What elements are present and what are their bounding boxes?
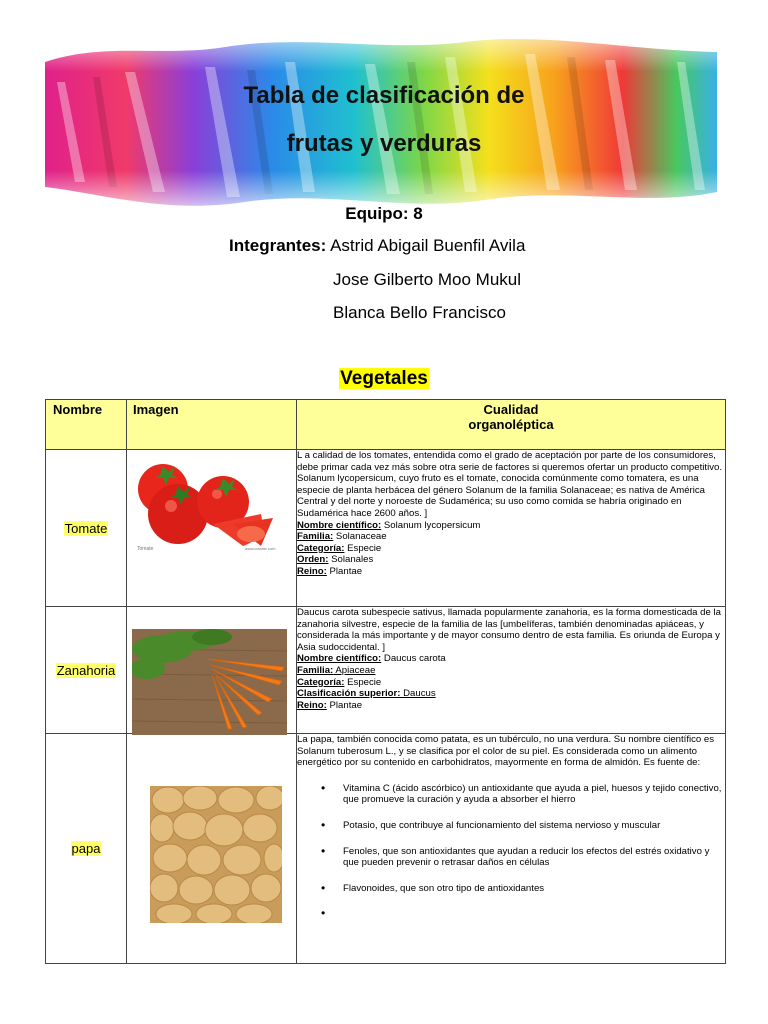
row-description [297, 734, 726, 964]
paint-splash-image [45, 22, 717, 220]
team-number: Equipo: 8 [345, 204, 423, 223]
row-name-cell [46, 734, 127, 964]
row-name-cell [46, 450, 127, 607]
table-row [46, 734, 726, 964]
field-value-link[interactable]: Apiaceae [333, 664, 376, 676]
table-row [46, 450, 726, 607]
page-title-line-1: Tabla de clasificación de [243, 82, 525, 109]
row-image-cell [127, 450, 297, 607]
header-banner [45, 22, 717, 220]
member-name: Blanca Bello Francisco [333, 303, 506, 322]
field-value-link[interactable]: Daucus [400, 688, 436, 700]
header-imagen: Imagen [127, 400, 297, 450]
row-image-cell [127, 607, 297, 734]
field-value: Solanales [328, 554, 374, 566]
list-item [343, 908, 725, 920]
description-paragraph: La papa, también conocida como patata, es un tubérculo, no una verdura. Su nombre científico es Solanum tuberosum L., y se clasifica por el color de su piel. Es considerada como un alimento energético por su contenido en carbohidratos, mayormente en forma de almidón. Es fuente de: [297, 734, 715, 769]
field-label: Familia: [297, 531, 334, 543]
row-description [297, 450, 726, 607]
page-title-line-2: frutas y verduras [286, 130, 482, 157]
field-value: Plantae [326, 565, 363, 577]
field-label: Nombre científico: [297, 653, 382, 665]
field-value: Especie [344, 542, 382, 554]
row-description [297, 607, 726, 734]
list-item: • Flavonoides, que son otro tipo de antioxidantes [343, 883, 725, 895]
carrot-image [132, 629, 287, 735]
list-item: • Potasio, que contribuye al funcionamiento del sistema nervioso y muscular [343, 820, 725, 832]
field-line [297, 554, 725, 566]
table-row [46, 607, 726, 734]
field-label: Nombre científico: [297, 519, 382, 531]
image-caption-left: Tomate [137, 546, 154, 552]
field-line [297, 688, 725, 700]
section-title-text: Vegetales [340, 368, 428, 389]
member-name: Astrid Abigail Buenfil Avila [330, 236, 526, 255]
field-line [297, 543, 725, 555]
tomato-image [133, 454, 288, 554]
row-image-cell [127, 734, 297, 964]
field-label: Clasificación superior: [297, 688, 401, 700]
classification-table [45, 399, 726, 964]
field-line [297, 520, 725, 532]
list-item: • Fenoles, que son antioxidantes que ayudan a reducir los efectos del estrés oxidativo y que pueden prevenir o retrasar daños en células [343, 846, 725, 869]
field-value: Especie [344, 676, 382, 688]
row-name-cell [46, 607, 127, 734]
field-label: Categoría: [297, 676, 345, 688]
row-name: Zanahoria [56, 662, 116, 678]
field-line [297, 566, 725, 578]
row-name: papa [71, 841, 101, 856]
potato-image [150, 786, 282, 923]
header-cualidad-line2: organoléptica [468, 417, 554, 432]
description-paragraph: Daucus carota subespecie sativus, llamada popularmente zanahoria, es la forma domesticada de la zanahoria silvestre, especie de la familia de las [umbelíferas, también denominadas apiáceas, y considerada la más importante y de mayor consumo dentro de esta familia. Es oriunda de Europa y Asia sudoccidental. ] [297, 607, 721, 653]
description-paragraph: L a calidad de los tomates, entendida como el grado de aceptación por parte de los consumidores, debe primar cada vez más sobre otra serie de factores si queremos ofertar un producto competitivo. [297, 450, 722, 473]
members-line [229, 236, 525, 256]
table-header-row [46, 400, 726, 450]
field-value: Solanum lycopersicum [381, 519, 481, 531]
image-caption-right: www.tomate.com [245, 546, 276, 551]
section-title [0, 368, 768, 390]
field-line [297, 665, 725, 677]
field-label: Reino: [297, 699, 327, 711]
nutrient-list [297, 783, 725, 920]
row-name: Tomate [64, 520, 108, 536]
field-label: Reino: [297, 565, 327, 577]
field-line [297, 700, 725, 712]
field-value: Daucus carota [381, 653, 446, 665]
header-nombre: Nombre [46, 400, 127, 450]
field-line [297, 653, 725, 665]
description-paragraph: Solanum lycopersicum, cuyo fruto es el tomate, conocida comúnmente como tomatera, es una especie de planta herbácea del género Solanum de la familia Solanaceae; es nativa de América Central y del norte y noroeste de Sudamérica; su uso como comida se habría originado en Sudamérica hace 2600 años. ] [297, 473, 706, 519]
member-name: Jose Gilberto Moo Mukul [333, 270, 522, 289]
field-label: Familia: [297, 664, 334, 676]
header-cualidad [297, 400, 726, 450]
field-line [297, 531, 725, 543]
field-label: Orden: [297, 554, 329, 566]
list-item: • Vitamina C (ácido ascórbico) un antioxidante que ayuda a piel, huesos y tejido conectivo, que promueve la curación y ayuda a absorber el hierro [343, 783, 725, 806]
members-label: Integrantes: [229, 236, 327, 255]
field-value: Solanaceae [333, 531, 387, 543]
field-value: Plantae [326, 699, 363, 711]
header-cualidad-line1: Cualidad [483, 402, 539, 417]
field-line [297, 677, 725, 689]
field-label: Categoría: [297, 542, 345, 554]
